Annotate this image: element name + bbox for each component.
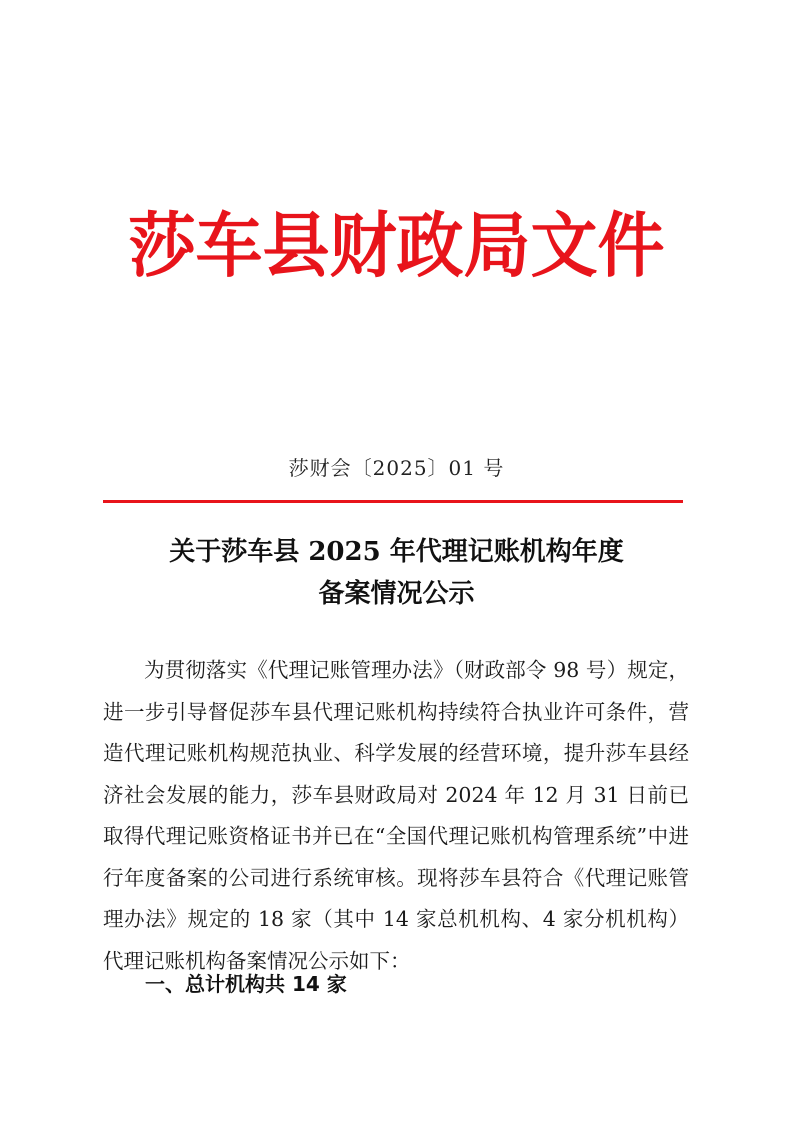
section-heading: 一、总计机构共 14 家 [145, 972, 347, 996]
document-header-title: 莎车县财政局文件 [128, 204, 665, 287]
body-paragraph: 为贯彻落实《代理记账管理办法》（财政部令 98 号）规定，进一步引导督促莎车县代理记账机构持续符合执业许可条件，营造代理记账机构规范执业、科学发展的经营环境，提升莎车县经济社会发展的能力，莎车县财政局对 2024 年 12 月 31 日前已取得代理记账资格证书并已在“全国代理记账机构管理系统”中进行年度备案的公司进行系统审核。现将莎车县符合《代理记账管理办法》规定的 18 家（其中 14 家总机机构、4 家分机机构）代理记账机构备案情况公示如下： [103, 658, 689, 973]
document-title [0, 531, 793, 615]
red-divider-line [103, 500, 683, 503]
document-title-line-2: 备案情况公示 [318, 579, 475, 609]
document-number: 莎财会〔2025〕01 号 [288, 456, 505, 480]
document-body [103, 650, 689, 982]
document-title-line-1: 关于莎车县 2025 年代理记账机构年度 [169, 537, 624, 567]
